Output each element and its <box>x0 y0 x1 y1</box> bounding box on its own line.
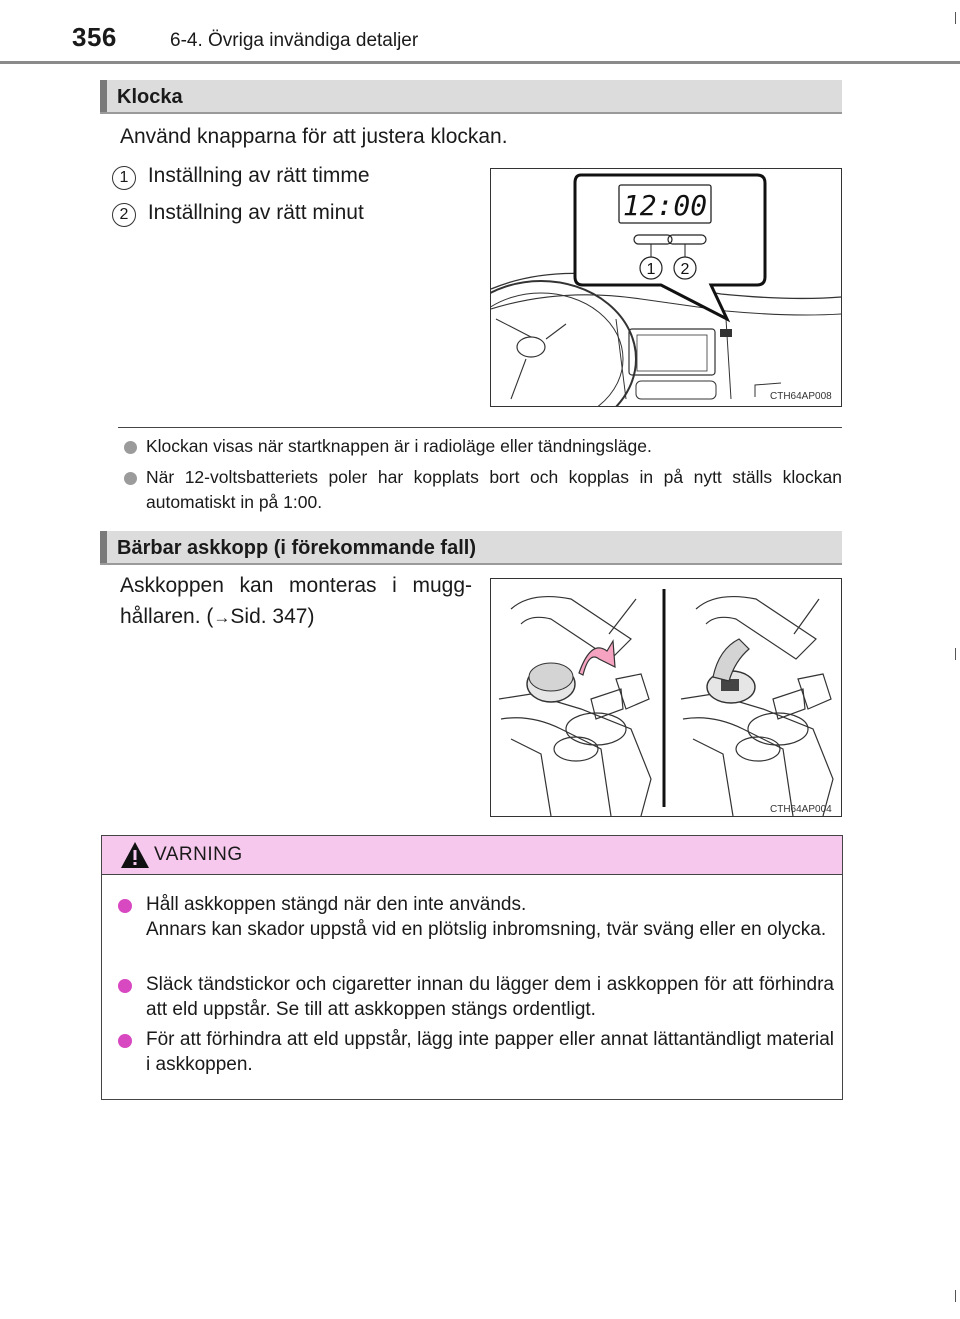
ashtray-text-prefix: hållaren. ( <box>120 605 214 628</box>
callout-2: 2 <box>680 261 690 278</box>
ashtray-text-line2 <box>120 601 314 634</box>
page-reference[interactable]: Sid. 347) <box>230 605 315 628</box>
warning-item <box>118 972 834 1022</box>
bullet-icon <box>118 899 132 913</box>
ashtray-illustration <box>491 579 841 816</box>
figure-code: CTH64AP008 <box>770 391 832 402</box>
arrow-icon: → <box>213 608 231 627</box>
note-item <box>124 465 842 515</box>
figure-code: CTH64AP004 <box>770 804 832 815</box>
clock-figure <box>490 168 842 407</box>
header-rule <box>0 61 960 64</box>
bullet-icon <box>118 1034 132 1048</box>
warning-text: Släck tändstickor och cigaretter innan du lägger dem i askkoppen för att förhindra att eld uppstår. Se till att askkoppen stängs ordentligt. <box>146 974 834 1020</box>
warning-text: Håll askkoppen stängd när den inte används. <box>146 894 527 915</box>
note-item <box>124 434 842 459</box>
section-title: Bärbar askkopp (i förekommande fall) <box>117 537 476 559</box>
callout-number: 2 <box>112 203 136 227</box>
bullet-icon <box>124 441 137 454</box>
chapter-title: 6-4. Övriga invändiga detaljer <box>170 30 419 51</box>
section-title: Klocka <box>117 86 183 108</box>
ashtray-figure <box>490 578 842 817</box>
clock-item-text: Inställning av rätt minut <box>147 201 364 224</box>
warning-title: VARNING <box>154 844 243 865</box>
warning-item <box>118 1027 834 1077</box>
ashtray-text-line1: Askkoppen kan monteras i mugg- <box>120 574 472 597</box>
clock-intro: Använd knapparna för att justera klockan. <box>120 125 508 148</box>
note-text: Klockan visas när startknappen är i radioläge eller tändningsläge. <box>146 436 652 456</box>
section-accent <box>100 80 107 112</box>
bullet-icon <box>118 979 132 993</box>
crop-mark <box>955 12 956 24</box>
notes-divider <box>118 427 842 428</box>
section-heading-ashtray <box>100 531 842 565</box>
clock-item-text: Inställning av rätt timme <box>147 164 370 187</box>
warning-icon <box>120 841 150 869</box>
clock-item-1 <box>112 160 370 192</box>
clock-display: 12:00 <box>622 189 708 222</box>
warning-text: För att förhindra att eld uppstår, lägg inte papper eller annat lättantändligt material i askkoppen. <box>146 1029 834 1075</box>
page-number: 356 <box>72 22 117 52</box>
crop-mark <box>955 648 956 660</box>
callout-number: 1 <box>112 166 136 190</box>
warning-text: Annars kan skador uppstå vid en plötslig inbromsning, tvär sväng eller en olycka. <box>146 919 827 940</box>
note-text: När 12-voltsbatteriets poler har kopplats bort och kopplas in på nytt ställs klockan automatiskt in på 1:00. <box>146 467 842 512</box>
warning-box <box>101 835 843 1100</box>
bullet-icon <box>124 472 137 485</box>
crop-mark <box>955 1290 956 1302</box>
warning-header <box>102 836 842 875</box>
warning-item <box>118 892 834 942</box>
dashboard-illustration <box>491 169 841 406</box>
section-accent <box>100 531 107 563</box>
callout-1: 1 <box>646 261 656 278</box>
clock-item-2 <box>112 197 364 229</box>
section-heading-clock <box>100 80 842 114</box>
